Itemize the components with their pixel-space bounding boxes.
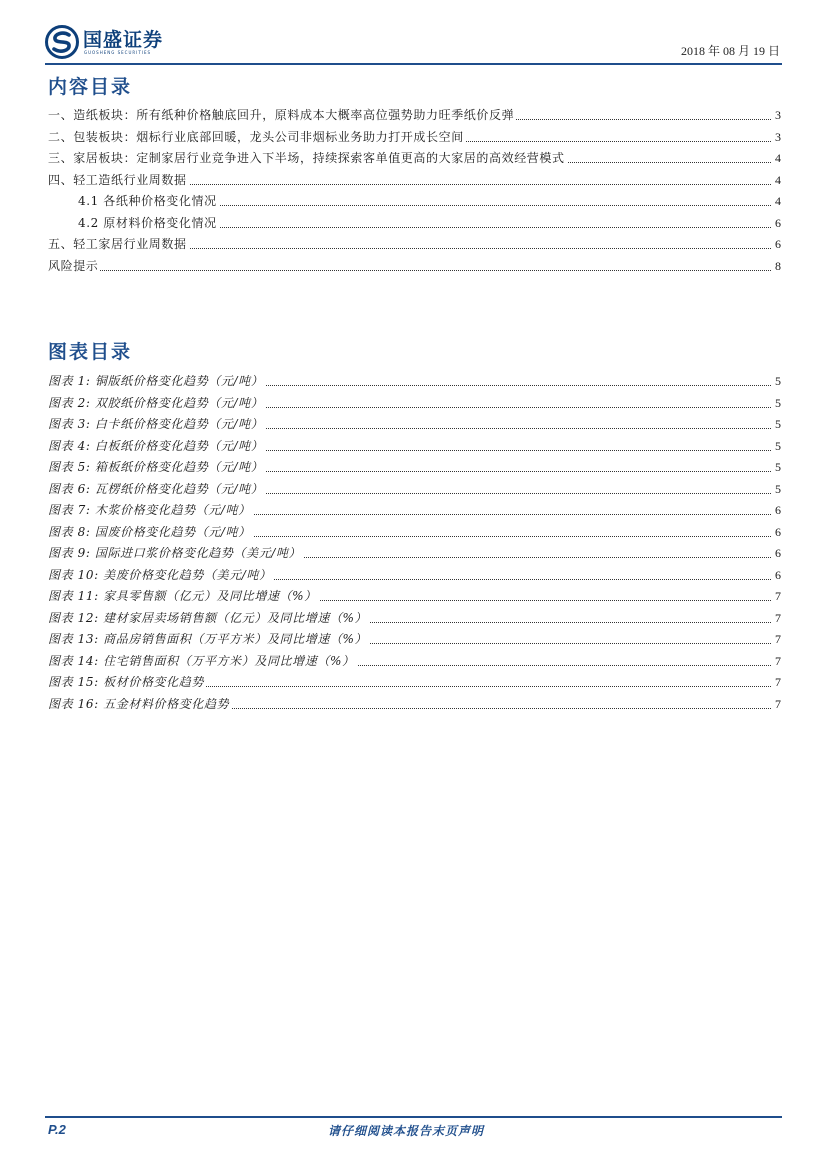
toc-entry-page: 4 xyxy=(773,191,781,213)
figure-entry-label: 图表 14: 住宅销售面积（万平方米）及同比增速（%） xyxy=(48,651,357,673)
figure-entry[interactable] xyxy=(48,586,781,608)
toc-entry-label: 风险提示 xyxy=(48,256,100,278)
toc-entry-label: 四、轻工造纸行业周数据 xyxy=(48,170,189,192)
page-header xyxy=(45,22,782,64)
figure-entry-label: 图表 6: 瓦楞纸价格变化趋势（元/吨） xyxy=(48,479,265,501)
footer-disclaimer[interactable]: 请仔细阅读本报告末页声明 xyxy=(328,1124,485,1138)
figure-entry[interactable] xyxy=(48,522,781,544)
toc-entry-page: 4 xyxy=(773,170,781,192)
figures-title: 图表目录 xyxy=(48,341,133,363)
toc-entry-label: 二、包装板块：烟标行业底部回暖，龙头公司非烟标业务助力打开成长空间 xyxy=(48,127,466,149)
contents-title: 内容目录 xyxy=(48,76,133,98)
figure-entry-label: 图表 9: 国际进口浆价格变化趋势（美元/吨） xyxy=(48,543,303,565)
leader-dots xyxy=(48,270,771,271)
figure-entry[interactable] xyxy=(48,436,781,458)
figure-entry-label: 图表 8: 国废价格变化趋势（元/吨） xyxy=(48,522,253,544)
figure-entry-page: 6 xyxy=(773,565,781,587)
figure-entry[interactable] xyxy=(48,694,781,716)
toc-entry[interactable] xyxy=(48,127,781,149)
footer-divider xyxy=(45,1116,782,1118)
figure-entry[interactable] xyxy=(48,479,781,501)
toc-entry-page: 6 xyxy=(773,234,781,256)
toc-entry-page: 3 xyxy=(773,127,781,149)
figure-entry[interactable] xyxy=(48,565,781,587)
toc-entry-page: 3 xyxy=(773,105,781,127)
figure-entry[interactable] xyxy=(48,608,781,630)
figure-entry-label: 图表 10: 美废价格变化趋势（美元/吨） xyxy=(48,565,274,587)
figure-entry[interactable] xyxy=(48,543,781,565)
toc-entry-label: 4.1 各纸种价格变化情况 xyxy=(78,191,219,213)
figure-entry-label: 图表 13: 商品房销售面积（万平方米）及同比增速（%） xyxy=(48,629,369,651)
toc-entry[interactable] xyxy=(48,105,781,127)
header-divider xyxy=(45,63,782,65)
figure-entry-label: 图表 12: 建材家居卖场销售额（亿元）及同比增速（%） xyxy=(48,608,369,630)
toc-entry-label: 五、轻工家居行业周数据 xyxy=(48,234,189,256)
contents-list xyxy=(48,105,781,277)
figure-entry-page: 7 xyxy=(773,694,781,716)
figure-entry-page: 7 xyxy=(773,586,781,608)
report-date: 2018 年 08 月 19 日 xyxy=(680,44,780,58)
figure-entry-label: 图表 1: 铜版纸价格变化趋势（元/吨） xyxy=(48,371,265,393)
figures-list xyxy=(48,371,781,715)
figure-entry-page: 7 xyxy=(773,608,781,630)
toc-entry-label: 一、造纸板块：所有纸种价格触底回升，原料成本大概率高位强势助力旺季纸价反弹 xyxy=(48,105,516,127)
figure-entry[interactable] xyxy=(48,672,781,694)
page-number: P.2 xyxy=(48,1122,66,1137)
toc-entry-page: 4 xyxy=(773,148,781,170)
figure-entry[interactable] xyxy=(48,457,781,479)
figure-entry-label: 图表 11: 家具零售额（亿元）及同比增速（%） xyxy=(48,586,319,608)
figure-entry-label: 图表 2: 双胶纸价格变化趋势（元/吨） xyxy=(48,393,265,415)
figure-entry[interactable] xyxy=(48,371,781,393)
figure-entry-label: 图表 5: 箱板纸价格变化趋势（元/吨） xyxy=(48,457,265,479)
figure-entry-page: 7 xyxy=(773,672,781,694)
figure-entry[interactable] xyxy=(48,629,781,651)
toc-entry-page: 8 xyxy=(773,256,781,278)
figure-entry[interactable] xyxy=(48,414,781,436)
figure-entry-page: 5 xyxy=(773,393,781,415)
brand-name: 国盛证券 xyxy=(83,29,164,51)
toc-entry[interactable] xyxy=(48,170,781,192)
toc-entry-label: 4.2 原材料价格变化情况 xyxy=(78,213,219,235)
toc-subentry[interactable] xyxy=(48,213,781,235)
figure-entry-page: 5 xyxy=(773,479,781,501)
figure-entry-label: 图表 4: 白板纸价格变化趋势（元/吨） xyxy=(48,436,265,458)
figure-entry[interactable] xyxy=(48,651,781,673)
figure-entry-page: 7 xyxy=(773,629,781,651)
brand-subtitle: GUOSHENG SECURITIES xyxy=(84,50,152,55)
toc-entry[interactable] xyxy=(48,256,781,278)
figure-entry-page: 5 xyxy=(773,457,781,479)
figure-entry-page: 6 xyxy=(773,543,781,565)
toc-entry[interactable] xyxy=(48,148,781,170)
figure-entry-label: 图表 3: 白卡纸价格变化趋势（元/吨） xyxy=(48,414,265,436)
figure-entry-page: 5 xyxy=(773,414,781,436)
figure-entry-label: 图表 15: 板材价格变化趋势 xyxy=(48,672,206,694)
figure-entry-page: 6 xyxy=(773,500,781,522)
figure-entry-page: 6 xyxy=(773,522,781,544)
figure-entry[interactable] xyxy=(48,500,781,522)
figure-entry-page: 7 xyxy=(773,651,781,673)
figure-entry-label: 图表 16: 五金材料价格变化趋势 xyxy=(48,694,231,716)
figure-entry[interactable] xyxy=(48,393,781,415)
toc-entry-label: 三、家居板块：定制家居行业竞争进入下半场，持续探索客单值更高的大家居的高效经营模式 xyxy=(48,148,567,170)
figure-entry-page: 5 xyxy=(773,436,781,458)
toc-entry[interactable] xyxy=(48,234,781,256)
logo-icon xyxy=(45,25,79,59)
toc-subentry[interactable] xyxy=(48,191,781,213)
figure-entry-page: 5 xyxy=(773,371,781,393)
toc-entry-page: 6 xyxy=(773,213,781,235)
figure-entry-label: 图表 7: 木浆价格变化趋势（元/吨） xyxy=(48,500,253,522)
